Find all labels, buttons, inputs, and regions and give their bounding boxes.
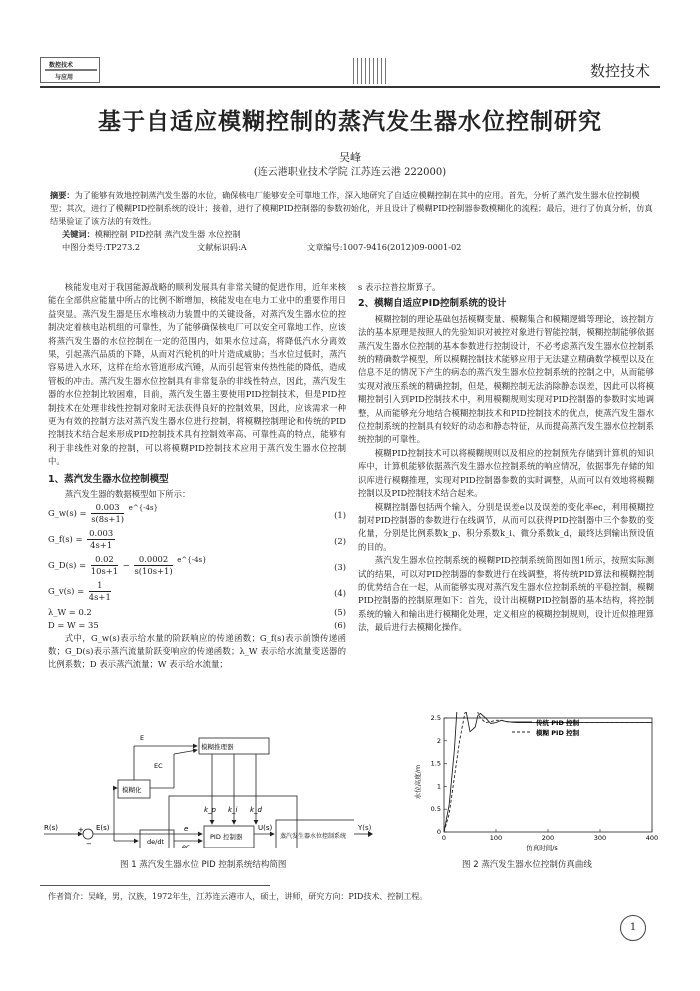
keywords-text: 模糊控制 PID控制 蒸汽发生器 水位控制 <box>94 229 241 239</box>
y-tick-label: 0 <box>436 828 441 836</box>
eq6: D = W = 35 <box>48 619 99 630</box>
equation-3 <box>48 554 346 580</box>
equation-6 <box>48 619 346 632</box>
x-tick-label: 100 <box>489 834 503 842</box>
affiliation: (连云港职业技术学院 江苏连云港 222000) <box>253 167 447 178</box>
fig1-fuzzify-label: 模糊化 <box>122 786 142 794</box>
logo-line2: 与应用 <box>55 74 74 81</box>
eq1-den: s(8s+1) <box>91 513 125 524</box>
fig1-kp-label: k_p <box>204 806 216 814</box>
y-tick-label: 1 <box>436 782 441 791</box>
eq5: λ_W = 0.2 <box>48 606 92 617</box>
legend-fuzzy: 模糊 PID 控制 <box>536 729 580 737</box>
fig1-minus-sign: − <box>86 840 92 848</box>
equation-5 <box>48 606 346 619</box>
intro-paragraph: 核能发电对于我国能源战略的顺利发展具有非常关键的促进作用，近年来核能在全部供应能量中所占的比例不断增加，核能发电在电力工业中的重要作用日益突显。蒸汽发生器是压水堆核动力装置中的关键设备，对蒸汽发生器水位的控制决定着核电站机组的可靠性，为了能够确保核电厂可以安全可靠地工作，应该将蒸汽发生器的水位控制在一定的范围内，如果水位过高，将降低汽水分离效果，引起蒸汽品质的下降，从而对汽轮机的叶片造成威胁；当水位过低时，蒸汽容易进入水环，这样在给水管道形成汽锤，从而引起管束传热性能的降低，造成管板的冲击。蒸汽发生器水位控制具有非常复杂的非线性特点，因此，蒸汽发生器的水位控制比较困难，目前，蒸汽发生器主要使用PID控制技术，但是PID控制技术在处理非线性控制对象时无法获得良好的控制效果，因此，应该需求一种更为有效的控制方法对蒸汽发生器水位进行控制，将模糊控制理论和传统的PID控制技术结合起来形成PID控制技术具有控制效率高、可靠性高的特点，能够有利于非线性对象的控制，可以将模糊PID控制技术应用于蒸汽发生器水位控制中。 <box>48 282 346 467</box>
figure-1-diagram <box>44 728 354 848</box>
x-tick-label: 200 <box>541 834 555 842</box>
summing-junction <box>83 829 93 839</box>
author-footnote: 作者简介：吴峰，男，汉族，1972年生，江苏连云港市人，硕士，讲师，研究方向：PID技术、控制工程。 <box>48 892 428 901</box>
y-tick-label: 1.5 <box>430 759 441 768</box>
clc-number: 中图分类号:TP273.2 <box>62 242 141 252</box>
equation-1 <box>48 502 346 528</box>
section-1-heading: 1、蒸汽发生器水位控制模型 <box>48 473 169 485</box>
section-2-paragraph-3: 模糊控制器包括两个输入，分别是误差e以及误差的变化率ec，利用模糊控制对PID控制器的参数进行在线调节，从而可以获得PID控制器中三个参数的变化量，分别是比例系数k_p、积分系数k_i、微分系数k_d，最终达到输出预设值的目的。 <box>358 501 654 552</box>
eq3-lhs: G_D(s) = <box>48 559 87 570</box>
eq6-number: (6) <box>334 619 346 630</box>
paper-title: 基于自适应模糊控制的蒸汽发生器水位控制研究 <box>98 108 602 135</box>
eq4-den: 4s+1 <box>88 591 111 602</box>
eq3-num: 0.02 <box>91 554 118 566</box>
journal-logo <box>40 57 100 83</box>
eq1-number: (1) <box>334 509 346 520</box>
y-tick-label: 2 <box>436 736 441 745</box>
equation-4 <box>48 580 346 606</box>
fig1-plant-label: 蒸汽发生器水位控制系统 <box>280 833 347 840</box>
x-tick-label: 0 <box>441 834 447 842</box>
eq2-num: 0.003 <box>89 527 114 538</box>
eq5-number: (5) <box>334 606 346 617</box>
fig1-kd-label: k_d <box>250 806 262 814</box>
keywords-label: 关键词： <box>62 229 95 239</box>
equation-description: 式中，G_w(s)表示给水量的阶跃响应的传递函数；G_f(s)表示前馈传递函数；G_D(s)表示蒸汽流量阶跃变响应的传递函数；λ_W 表示给水流量变送器的比例系数；D 表示蒸汽流量；W 表示给水流量； <box>48 632 346 670</box>
section-header: 数控技术 <box>590 62 651 80</box>
figure-1-caption: 图 1 蒸汽发生器水位 PID 控制系统结构简图 <box>120 860 287 870</box>
author: 吴峰 <box>339 151 361 164</box>
fig1-ki-label: k_i <box>228 806 238 814</box>
fig1-Us-label: U(s) <box>258 824 273 832</box>
section-2-heading: 2、模糊自适应PID控制系统的设计 <box>358 298 507 310</box>
eq3-number: (3) <box>334 561 346 572</box>
abstract <box>50 189 655 228</box>
fig1-fuzzy-label: 模糊推理器 <box>201 743 234 751</box>
logo-line1: 数控技术 <box>49 62 74 69</box>
eq4-num: 1 <box>89 580 111 592</box>
section-1-intro: 蒸汽发生器的数据模型如下所示： <box>64 489 191 500</box>
header-decoration <box>103 58 570 84</box>
fig1-plus-sign: + <box>78 826 84 834</box>
footnote-rule <box>40 885 270 886</box>
y-tick-label: 0.5 <box>430 805 441 814</box>
abstract-text: 为了能够有效地控制蒸汽发生器的水位，确保核电厂能够安全可靠地工作，深入地研究了自适应模糊控制在其中的应用。首先，分析了蒸汽发生器水位控制模型；其次，进行了模糊PID控制系统的设计；接着，进行了模糊PID控制器的参数初始化，并且设计了模糊PID控制器参数模糊化的流程；最后，进行了仿真分析，仿真结果验证了该方法的有效性。 <box>50 190 653 226</box>
page-number: 1 <box>620 915 646 941</box>
eq1-tail: e^{-4s} <box>128 503 159 512</box>
eq3-minus: − <box>122 559 130 570</box>
right-column <box>358 281 654 635</box>
eq1-lhs: G_w(s) = <box>48 507 87 518</box>
eq2-lhs: G_f(s) = <box>48 533 83 544</box>
fig1-pid-label: PID 控制器 <box>210 833 243 841</box>
figure-2-caption: 图 2 蒸汽发生器水位控制仿真曲线 <box>462 860 592 870</box>
eq4-number: (4) <box>334 587 346 598</box>
section-2-paragraph-4: 蒸汽发生器水位控制系统的模糊PID控制系统简图如图1所示，按照实际测试的结果，可以对PID控制器的参数进行在线调整，将传统PID算法和模糊控制的优势结合在一起，从而能够实现对蒸汽发生器水位控制系统的平稳控制，模糊PID控制器的控制原理如下：首先，设计出模糊PID控制器的基本结构，将控制系统的输入和输出进行模糊化处理，定义相应的模糊控制规则，设计近似推理算法，最后进行去模糊化操作。 <box>358 555 654 633</box>
equation-2 <box>48 528 346 554</box>
fig2-ylabel: 水位高度/m <box>414 764 422 800</box>
keywords <box>62 229 241 240</box>
doc-code: 文献标识码:A <box>197 242 247 252</box>
eq4-lhs: G_v(s) = <box>48 585 85 596</box>
figure-2-chart <box>412 712 662 852</box>
fig1-e-label: e <box>184 825 189 833</box>
eq3-num2: 0.0002 <box>134 554 172 566</box>
abstract-label: 摘要： <box>50 190 75 200</box>
section-2-paragraph-1: 模糊控制的理论基础包括模糊变量、模糊集合和模糊逻辑等理论，该控制方法的基本原理是按照人的先验知识对被控对象进行智能控制，模糊控制能够依据蒸汽发生器水位控制的基本参数进行控制设计，不必考虑蒸汽发生器水位控制系统的精确数学模型，所以模糊控制技术能够应用于无法建立精确数学模型以及在信息不足的情况下产生的病态的蒸汽发生器水位控制系统的控制之中，从而能够实现对液压系统的精确控制，但是，模糊控制无法消除静态误差，因此可以将模糊控制引入到PID控制技术中，利用模糊规则实现对PID控制器的参数时实地调整，从而能够充分地结合模糊控制技术和PID控制技术的优点，使蒸汽发生器水位控制系统的控制具有较好的动态和静态特征，从而提高蒸汽发生器水位控制系统控制的可靠性。 <box>358 313 654 445</box>
header-rule <box>40 86 660 88</box>
left-column <box>48 281 346 672</box>
eq2-den: 4s+1 <box>90 539 113 550</box>
eq3-den: 10s+1 <box>90 565 119 576</box>
section-2-paragraph-2: 模糊PID控制技术可以将模糊规则以及相应的控制预先存储到计算机的知识库中，计算机能够依据蒸汽发生器水位控制系统的响应情况，依据事先存储的知识库进行模糊推理，实现对PID控制器参数的实时调整，从而可以有效地将模糊控制以及PID控制技术结合起来。 <box>358 447 654 499</box>
fig1-R-label: R(s) <box>44 824 58 832</box>
eq1-num: 0.003 <box>91 502 124 514</box>
eq3-den2: s(10s+1) <box>134 565 173 576</box>
s-operator-line: s 表示拉普拉斯算子。 <box>358 282 441 292</box>
legend-traditional: 传统 PID 控制 <box>536 719 580 727</box>
fig1-E-label: E <box>140 734 145 742</box>
fig1-ec-label: ec <box>182 843 190 848</box>
eq2-number: (2) <box>334 535 346 546</box>
article-number: 文章编号:1007-9416(2012)09-0001-02 <box>307 242 462 252</box>
fig1-EC-label: EC <box>154 762 163 770</box>
fig1-Ys-label: Y(s) <box>358 824 372 832</box>
x-tick-label: 300 <box>593 834 607 842</box>
eq3-tail: e^{-4s} <box>177 555 207 564</box>
y-tick-label: 2.5 <box>430 714 441 722</box>
fig2-xlabel: 仿真时间/s <box>526 844 558 852</box>
fig1-Es-label: E(s) <box>96 824 110 832</box>
fig1-dedt-label: de/dt <box>147 838 164 846</box>
x-tick-label: 400 <box>645 834 659 842</box>
